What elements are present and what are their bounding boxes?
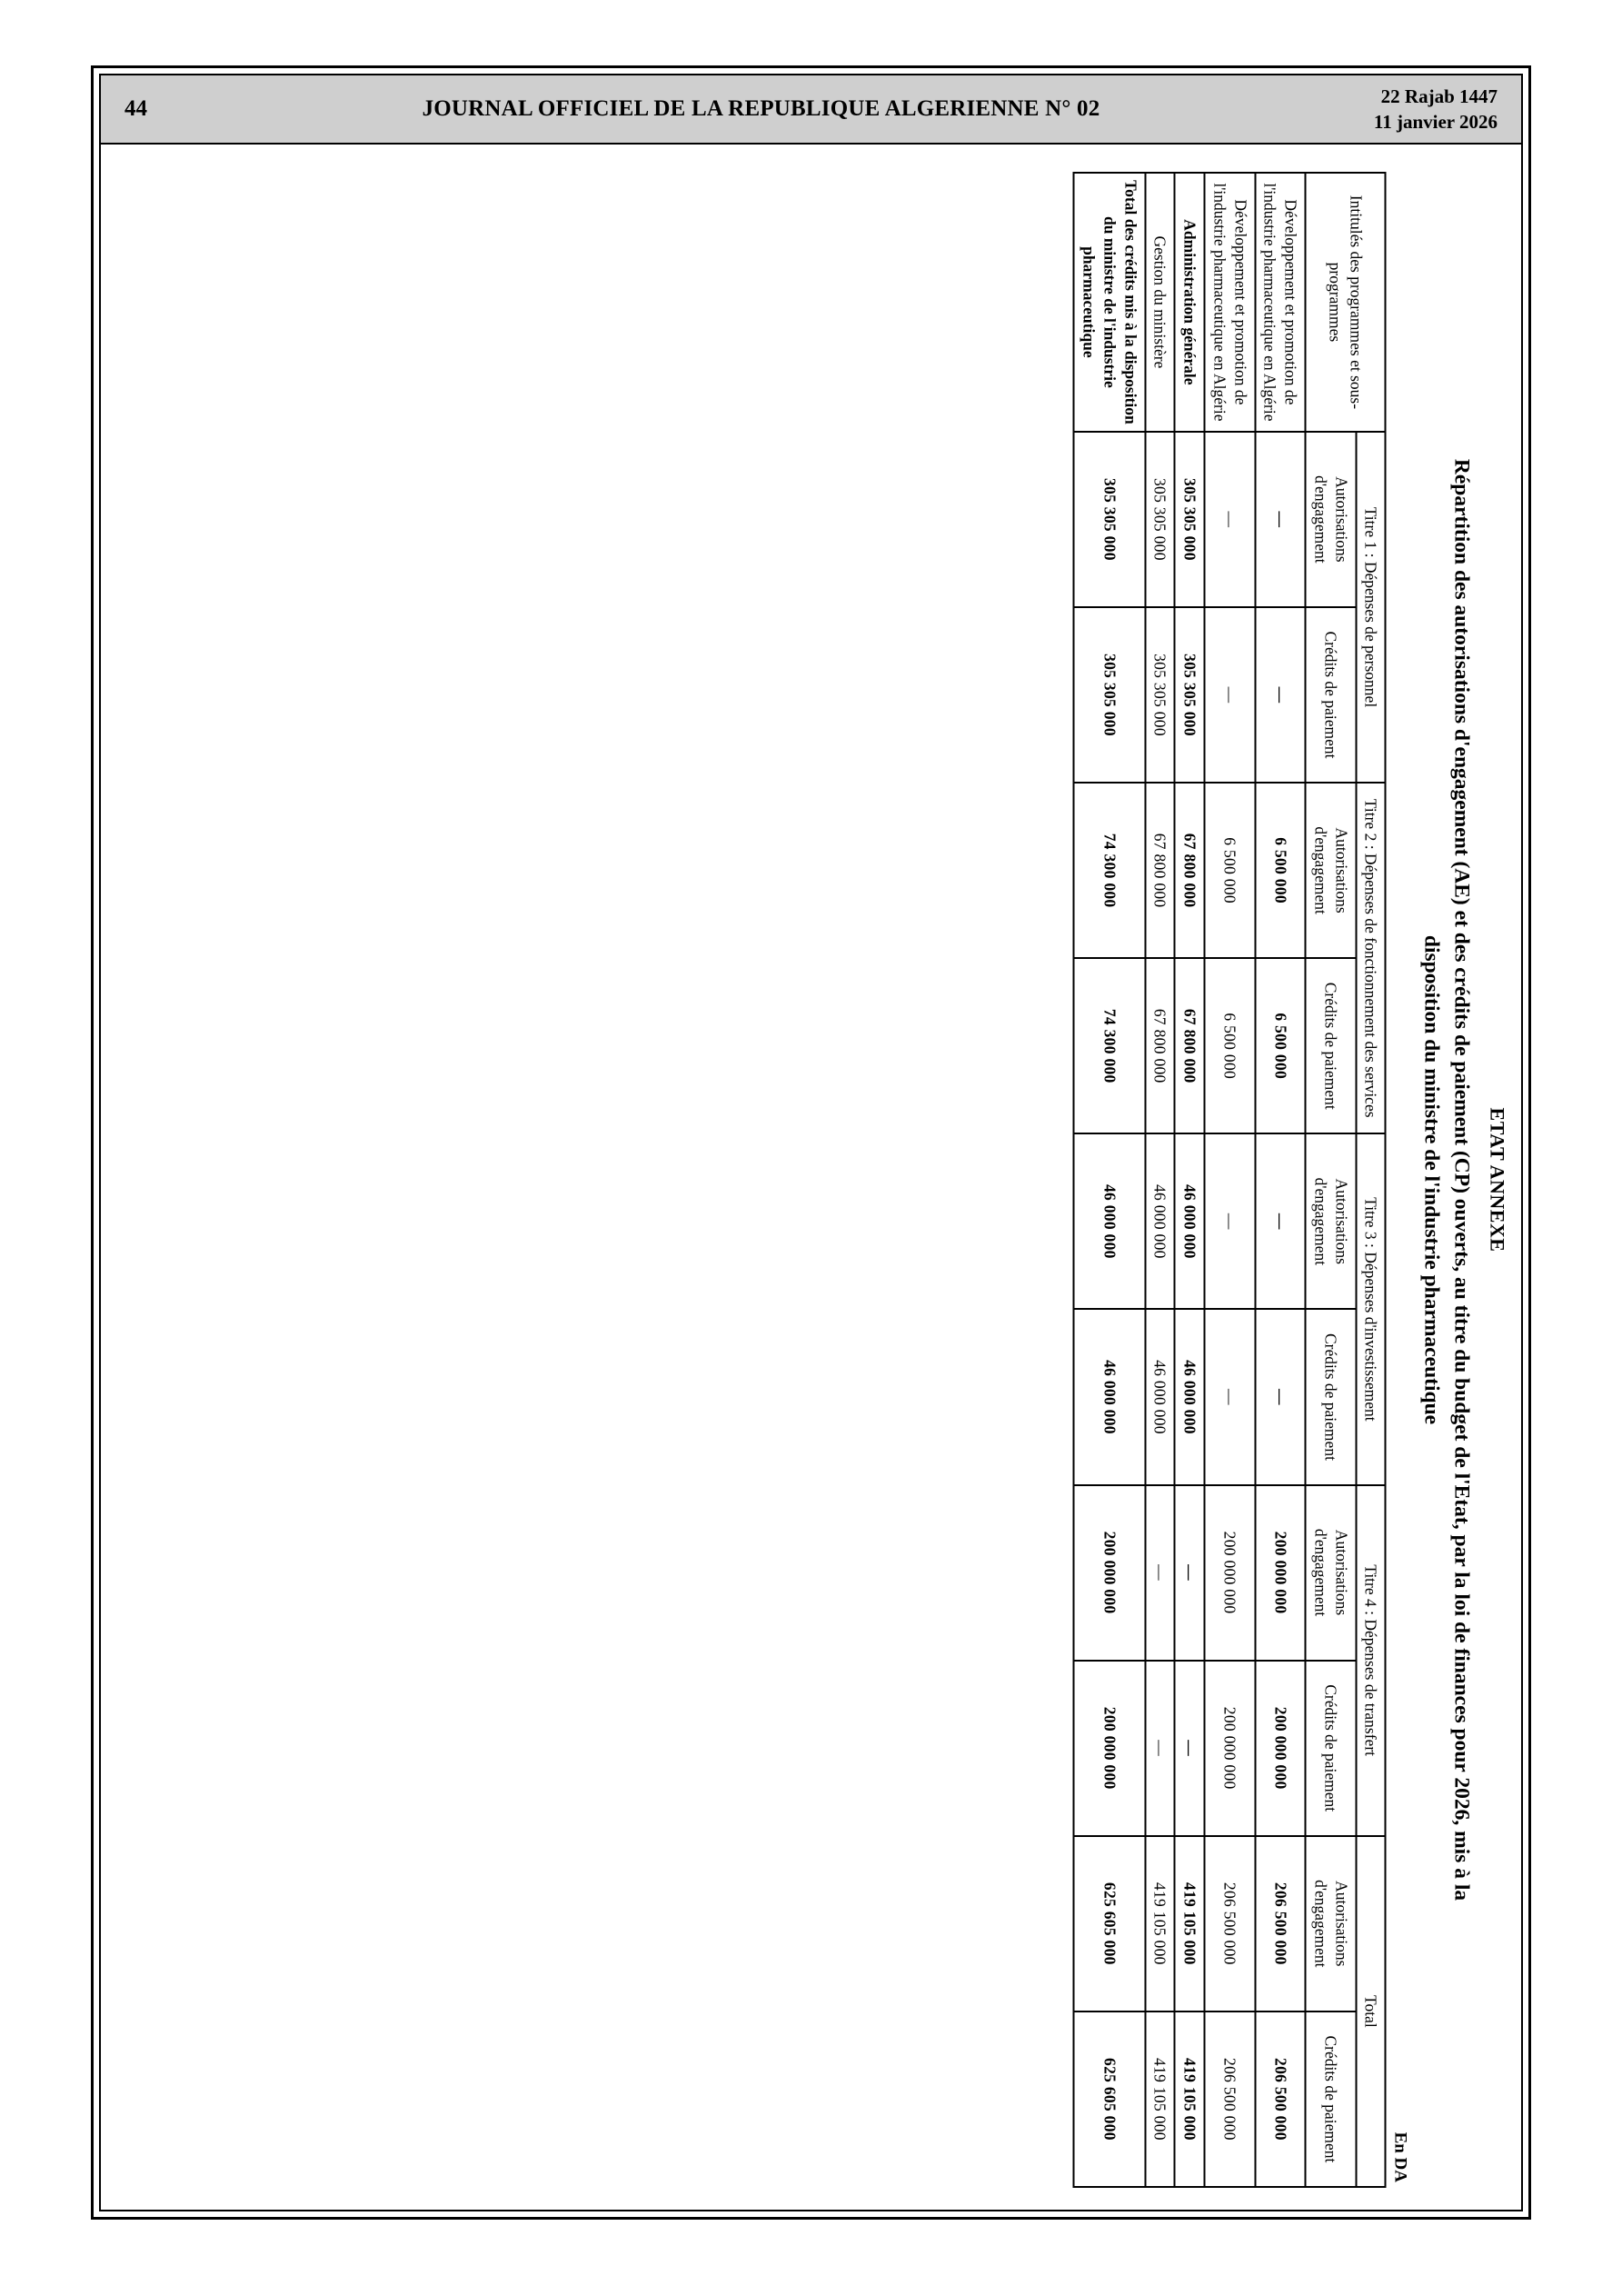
group-header-titre1: Titre 1 : Dépenses de personnel xyxy=(1356,432,1386,783)
cell-value: 46 000 000 xyxy=(1145,1309,1175,1484)
cell-value: 206 500 000 xyxy=(1204,2011,1255,2187)
cell-value: 200 000 000 xyxy=(1073,1485,1144,1661)
date-gregorian: 11 janvier 2026 xyxy=(1373,111,1498,133)
row-label: Développement et promotion de l'industrie pharmaceutique en Algérie xyxy=(1255,173,1306,432)
page-dates xyxy=(1289,84,1498,135)
cell-value: 200 000 000 xyxy=(1204,1485,1255,1661)
cell-value: 67 800 000 xyxy=(1174,958,1204,1133)
cell-value: 6 500 000 xyxy=(1255,958,1306,1133)
corner-header: Intitulés des programmes et sous-programmes xyxy=(1305,173,1385,432)
cell-value: 67 800 000 xyxy=(1174,783,1204,958)
row-label: Gestion du ministère xyxy=(1145,173,1175,432)
cell-value: — xyxy=(1204,1133,1255,1309)
group-header-titre2: Titre 2 : Dépenses de fonctionnement des services xyxy=(1356,783,1386,1133)
subheader-titre1-ae: Autorisations d'engagement xyxy=(1305,432,1356,607)
cell-value: — xyxy=(1255,1309,1306,1484)
cell-value: 67 800 000 xyxy=(1145,958,1175,1133)
cell-value: 6 500 000 xyxy=(1204,958,1255,1133)
cell-value: 46 000 000 xyxy=(1073,1133,1144,1309)
cell-value: 206 500 000 xyxy=(1255,1836,1306,2011)
rotated-content xyxy=(101,145,1523,2211)
cell-value: 6 500 000 xyxy=(1255,783,1306,958)
table-row xyxy=(1073,173,1144,2187)
group-header-titre3: Titre 3 : Dépenses d'investissement xyxy=(1356,1133,1386,1484)
group-header-total: Total xyxy=(1356,1836,1386,2187)
row-label: Développement et promotion de l'industrie pharmaceutique en Algérie xyxy=(1204,173,1255,432)
table-row xyxy=(1145,173,1175,2187)
cell-value: 200 000 000 xyxy=(1255,1661,1306,1836)
cell-value: — xyxy=(1174,1661,1204,1836)
budget-table xyxy=(1072,172,1386,2188)
cell-value: 46 000 000 xyxy=(1145,1133,1175,1309)
cell-value: — xyxy=(1204,1309,1255,1484)
subheader-titre4-cp: Crédits de paiement xyxy=(1305,1661,1356,1836)
cell-value: 305 305 000 xyxy=(1073,432,1144,607)
group-header-titre4: Titre 4 : Dépenses de transfert xyxy=(1356,1485,1386,1836)
row-label: Administration générale xyxy=(1174,173,1204,432)
cell-value: 6 500 000 xyxy=(1204,783,1255,958)
subheader-titre3-cp: Crédits de paiement xyxy=(1305,1309,1356,1484)
journal-title: JOURNAL OFFICIEL DE LA REPUBLIQUE ALGERIENNE N° 02 xyxy=(422,96,1100,121)
cell-value: — xyxy=(1174,1485,1204,1661)
cell-value: — xyxy=(1255,432,1306,607)
cell-value: 200 000 000 xyxy=(1073,1661,1144,1836)
table-row xyxy=(1174,173,1204,2187)
cell-value: 74 300 000 xyxy=(1073,783,1144,958)
cell-value: 305 305 000 xyxy=(1174,432,1204,607)
subheader-titre2-ae: Autorisations d'engagement xyxy=(1305,783,1356,958)
subheader-total-ae: Autorisations d'engagement xyxy=(1305,1836,1356,2011)
cell-value: 305 305 000 xyxy=(1073,607,1144,783)
cell-value: 419 105 000 xyxy=(1145,2011,1175,2187)
table-header-sub-row xyxy=(1305,173,1356,2187)
cell-value: 74 300 000 xyxy=(1073,958,1144,1133)
cell-value: 46 000 000 xyxy=(1174,1133,1204,1309)
cell-value: 625 605 000 xyxy=(1073,2011,1144,2187)
cell-value: — xyxy=(1204,607,1255,783)
cell-value: — xyxy=(1145,1661,1175,1836)
repartition-title: Répartition des autorisations d'engagement (AE) et des crédits de paiement (CP) ouverts, au titre du budget de l'Etat, par la loi de finances pour 2026, mis à la disposition du ministre de l'industrie pharmaceutique xyxy=(1418,458,1473,1902)
page-header xyxy=(101,75,1521,145)
cell-value: 206 500 000 xyxy=(1204,1836,1255,2011)
cell-value: 46 000 000 xyxy=(1174,1309,1204,1484)
cell-value: 200 000 000 xyxy=(1204,1661,1255,1836)
subheader-titre1-cp: Crédits de paiement xyxy=(1305,607,1356,783)
subheader-total-cp: Crédits de paiement xyxy=(1305,2011,1356,2187)
date-hijri: 22 Rajab 1447 xyxy=(1380,85,1498,107)
cell-value: 305 305 000 xyxy=(1145,432,1175,607)
cell-value: 200 000 000 xyxy=(1255,1485,1306,1661)
currency-unit: En DA xyxy=(1390,2131,1410,2182)
cell-value: 67 800 000 xyxy=(1145,783,1175,958)
cell-value: 305 305 000 xyxy=(1145,607,1175,783)
journal-page xyxy=(91,65,1531,2220)
cell-value: 46 000 000 xyxy=(1073,1309,1144,1484)
cell-value: 419 105 000 xyxy=(1145,1836,1175,2011)
cell-value: — xyxy=(1204,432,1255,607)
cell-value: 419 105 000 xyxy=(1174,1836,1204,2011)
cell-value: 206 500 000 xyxy=(1255,2011,1306,2187)
table-row xyxy=(1255,173,1306,2187)
cell-value: 625 605 000 xyxy=(1073,1836,1144,2011)
subheader-titre4-ae: Autorisations d'engagement xyxy=(1305,1485,1356,1661)
etat-annexe-heading: ETAT ANNEXE xyxy=(1486,1107,1508,1253)
cell-value: — xyxy=(1145,1485,1175,1661)
page-number: 44 xyxy=(124,96,147,121)
subheader-titre3-ae: Autorisations d'engagement xyxy=(1305,1133,1356,1309)
page-inner-frame xyxy=(99,74,1523,2211)
row-label: Total des crédits mis à la disposition du ministre de l'industrie pharmaceutique xyxy=(1073,173,1144,432)
cell-value: — xyxy=(1255,607,1306,783)
table-header-group-row xyxy=(1356,173,1386,2187)
cell-value: 305 305 000 xyxy=(1174,607,1204,783)
cell-value: — xyxy=(1255,1133,1306,1309)
cell-value: 419 105 000 xyxy=(1174,2011,1204,2187)
annex-content xyxy=(101,145,1523,2211)
subheader-titre2-cp: Crédits de paiement xyxy=(1305,958,1356,1133)
table-row xyxy=(1204,173,1255,2187)
rotated-content-area xyxy=(101,145,1523,2211)
